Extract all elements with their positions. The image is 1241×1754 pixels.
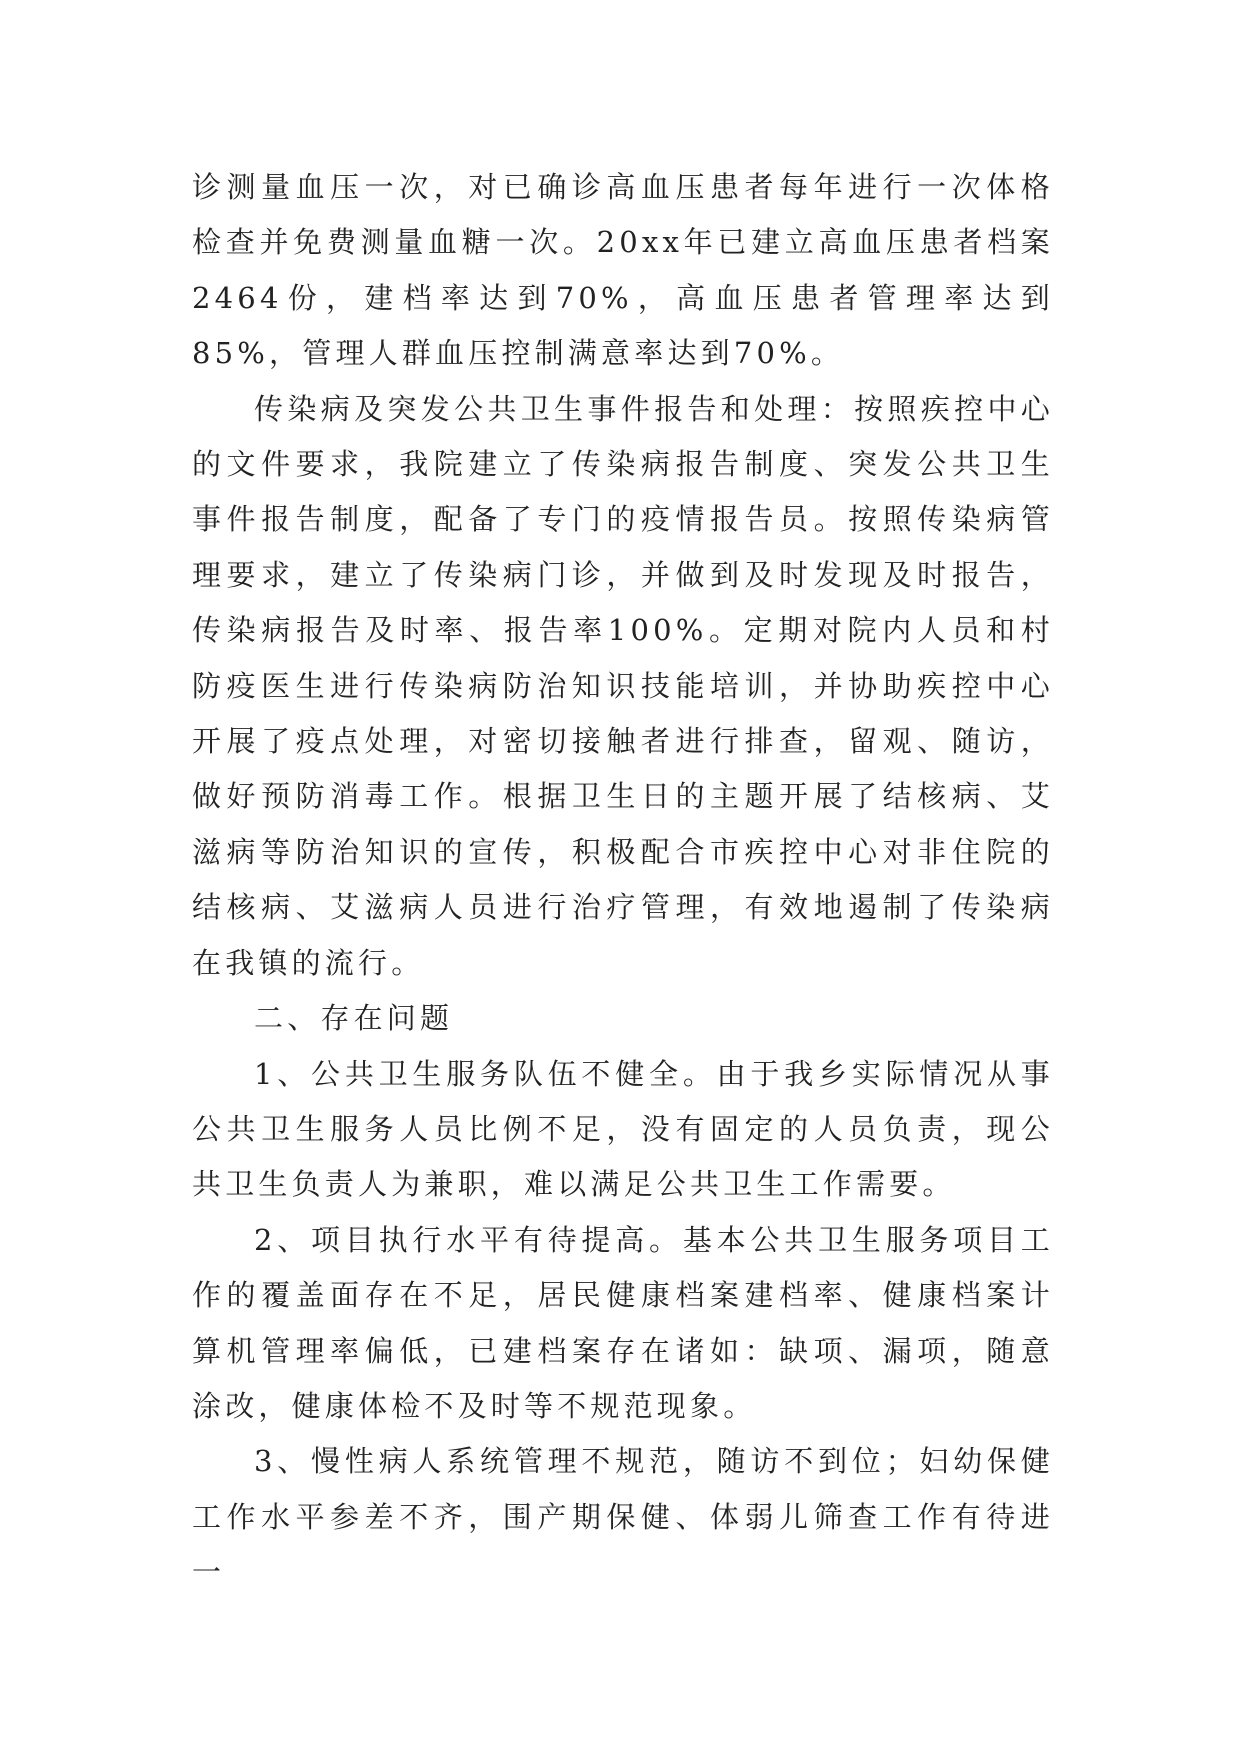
paragraph-problem-3: 3、慢性病人系统管理不规范，随访不到位；妇幼保健工作水平参差不齐，围产期保健、体弱儿筛查工作有待进一 — [192, 1444, 1054, 1590]
paragraph-problem-1: 1、公共卫生服务队伍不健全。由于我乡实际情况从事公共卫生服务人员比例不足，没有固定的人员负责，现公共卫生负责人为兼职，难以满足公共卫生工作需要。 — [192, 1056, 1054, 1202]
paragraph-infectious-disease-reporting: 传染病及突发公共卫生事件报告和处理：按照疾控中心的文件要求，我院建立了传染病报告制度、突发公共卫生事件报告制度，配备了专门的疫情报告员。按照传染病管理要求，建立了传染病门诊，并做到及时发现及时报告，传染病报告及时率、报告率100%。定期对院内人员和村防疫医生进行传染病防治知识技能培训，并协助疾控中心开展了疫点处理，对密切接触者进行排查，留观、随访，做好预防消毒工作。根据卫生日的主题开展了结核病、艾滋病等防治知识的宣传，积极配合市疾控中心对非住院的结核病、艾滋病人员进行治疗管理，有效地遏制了传染病在我镇的流行。 — [192, 391, 1054, 980]
paragraph-hypertension-management: 诊测量血压一次，对已确诊高血压患者每年进行一次体格检查并免费测量血糖一次。20xx年已建立高血压患者档案2464份，建档率达到70%，高血压患者管理率达到85%，管理人群血压控制满意率达到70%。 — [192, 170, 1054, 371]
paragraph-problem-2: 2、项目执行水平有待提高。基本公共卫生服务项目工作的覆盖面存在不足，居民健康档案建档率、健康档案计算机管理率偏低，已建档案存在诸如：缺项、漏项，随意涂改，健康体检不及时等不规范现象。 — [192, 1222, 1054, 1423]
document-body — [192, 160, 1054, 1601]
section-heading-existing-problems: 二、存在问题 — [254, 1001, 454, 1036]
